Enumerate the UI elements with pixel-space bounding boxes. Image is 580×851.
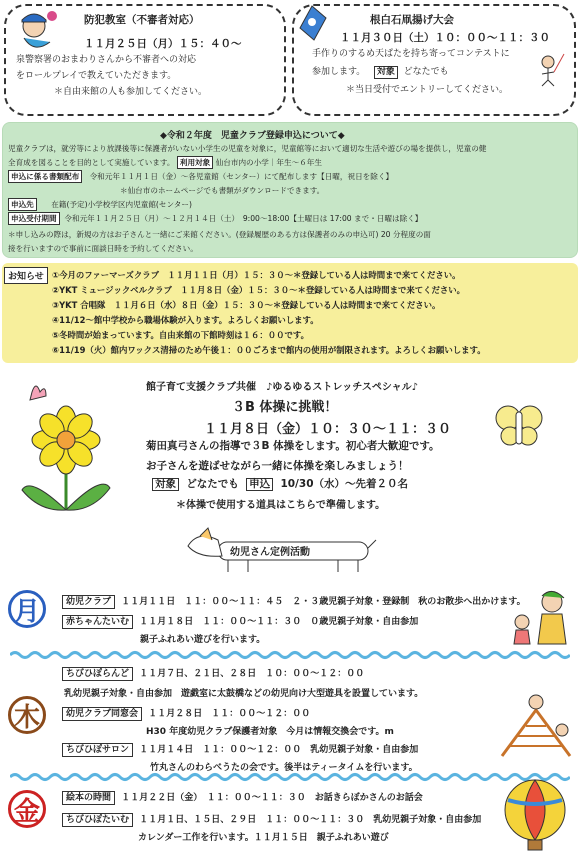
kite-line1: 手作りのするめ天ぱたを持ち寄ってコンテストに <box>312 49 510 59</box>
child-kite-icon <box>534 52 566 88</box>
mon-row2b: 親子ふれあい遊びを行います。 <box>140 635 266 645</box>
fri-row2: ちびひぽたいむ １１月１日、１５日、２９日 １１：００～１１：３０ 乳幼児親子対象・自由参加 <box>62 812 481 827</box>
friday-circle: 金 <box>8 790 46 828</box>
kite-title: 根白石凧揚げ大会 <box>370 14 454 26</box>
crime-title: 防犯教室（不審者対応） <box>84 14 200 26</box>
hot-air-balloon-icon <box>500 778 570 851</box>
notice-item: ④11/12～館中学校から職場体験が入ります。よろしくお願いします。 <box>52 315 319 325</box>
club-note2: 接を行いますので事前に面談日時を予約してください。 <box>8 244 198 253</box>
mon-row1: 幼児クラブ １１月１１日 １１：００～１１：４５ ２・３歳児親子対象・登録制 秋のお散歩へ出かけます。 <box>62 594 526 609</box>
police-character-icon <box>10 6 60 54</box>
fri-row1: 絵本の時間 １１月２２日（金） １１：００～１１：３０ お話きらぼかさんのお話会 <box>62 790 423 805</box>
club-title: ◆令和２年度 児童クラブ登録申込について◆ <box>160 131 345 141</box>
notice-item: ⑤冬時間が始まっています。自由来館の下館時刻は１６：００です。 <box>52 330 309 340</box>
fri-row2b: カレンダー工作を行います。１１月１５日 親子ふれあい遊び <box>138 833 389 843</box>
target-tag: 利用対象 <box>177 156 213 169</box>
monday-circle: 月 <box>8 590 46 628</box>
butterfly-icon <box>494 402 544 450</box>
thu-row2: 幼児クラブ同窓会 １１月２８日 １１：００～１２：００ <box>62 706 310 721</box>
thursday-circle: 木 <box>8 696 46 734</box>
docs-tag: 申込に係る書類配布 <box>8 170 82 183</box>
exercise-line4: ＊体操で使用する道具はこちらで準備します。 <box>176 500 386 511</box>
club-docs2: ＊仙台市のホームページでも書類がダウンロードできます。 <box>120 186 325 195</box>
notice-item: ②YKT ミュージックベルクラブ １１月８日（金）１５：３０～＊登録している人は時間まで来てください。 <box>52 285 466 295</box>
crime-line3: ＊自由来館の人も参加してください。 <box>54 87 208 97</box>
climbing-frame-icon <box>496 690 576 760</box>
dest-tag: 申込先 <box>8 198 37 211</box>
thu-row1b: 乳幼児親子対象・自由参加 遊戯室に太鼓橋などの幼児向け大型遊具を設置しています。 <box>64 689 424 699</box>
thu-row1: ちびひぽらんど １１月７日、２１日、２８日 １０：００～１２：００ <box>62 666 364 681</box>
kite-date: １１月３０日（土）１０：００～１１：３０ <box>340 32 550 44</box>
exercise-line2: お子さんを遊ばせながら一緒に体操を楽しみましょう！ <box>146 460 409 472</box>
divider-wave <box>10 650 570 660</box>
kite-icon <box>296 4 330 44</box>
thu-row3: ちびひぽサロン １１月１４日 １１：００～１２：００ 乳幼児親子対象・自由参加 <box>62 742 418 757</box>
flower-icon <box>10 380 120 520</box>
kids-activities-title: 幼児さん定例活動 <box>230 547 310 558</box>
crime-line1: 泉警察署のおまわりさんから不審者への対応 <box>16 55 197 65</box>
crime-line2: をロールプレイで教えていただきます。 <box>16 71 177 81</box>
notice-item: ⑥11/19（火）館内ワックス清掃のため午後１：００ごろまで館内の使用が制限されます。よろしくお願いします。 <box>52 345 486 355</box>
notice-item: ①今月のファーマーズクラブ １１月１１日（月）１５：３０～＊登録している人は時間まで来てください。 <box>52 270 461 280</box>
club-para1: 児童クラブは，就労等により放課後等に保護者がいない小学生の児童を対象に，児童館等において適切な生活や遊びの場を提供し，児童の健 <box>8 144 487 153</box>
club-note1: ＊申し込みの際は，新規の方はお子さんと一緒にご来館ください。(登録履歴のある方は保護者のみの申込可) 20 分程度の面 <box>8 230 431 239</box>
divider-wave <box>10 772 570 782</box>
mon-row2: 赤ちゃんたいむ １１月１８日 １１：００～１１：３０ ０歳児親子対象・自由参加 <box>62 614 418 629</box>
thu-row2b: H30 年度幼児クラブ保護者対象 今月は情報交換会です。m <box>146 727 394 737</box>
exercise-date: １１月８日（金）１０：３０～１１：３０ <box>204 422 452 437</box>
club-para2: 全育成を図ることを目的として実施しています。 利用対象 仙台市内の小学｜年生～６年生 <box>8 158 322 167</box>
exercise-line1: 菊田真弓さんの指導で３B 体操をします。初心者大歓迎です。 <box>146 440 440 452</box>
notice-item: ③YKT 合唱隊 １１月６日（水）８日（金）１５：３０～＊登録している人は時間まで来てください。 <box>52 300 441 310</box>
exercise-line3: 対象 どなたでも 申込 10/30（水）～先着２０名 <box>152 476 408 491</box>
exercise-target-tag: 対象 <box>152 478 179 491</box>
club-docs: 申込に係る書類配布 令和元年１１月１日（金）～各児童館（センター）にて配布します【日曜，祝日を除く】 <box>8 170 393 183</box>
mother-child-icon <box>508 588 572 648</box>
thu-row3b: 竹丸さんのわらべうたの会です。後半はティータイムを行います。 <box>150 763 418 773</box>
exercise-apply-tag: 申込 <box>246 478 273 491</box>
period-tag: 申込受付期間 <box>8 212 60 225</box>
notice-label: お知らせ <box>4 267 48 284</box>
club-period: 申込受付期間 令和元年１１月２５日（月）～１２月１４日（土） 9:00～18:00【土曜日は 17:00 まで・日曜は除く】 <box>8 212 422 225</box>
kite-line2: 参加します。 対象 どなたでも <box>312 67 449 77</box>
club-dest: 申込先 在籍(予定)小学校学区内児童館(センター) <box>8 198 192 211</box>
exercise-title: ３B 体操に挑戦！ <box>232 400 338 415</box>
kite-line3: ＊当日受付でエントリーしてください。 <box>346 85 509 95</box>
kite-target-tag: 対象 <box>374 66 398 79</box>
exercise-sub: 館子育て支援クラブ共催 ♪ゆるゆるストレッチスペシャル♪ <box>146 382 419 393</box>
notice-list <box>52 268 486 358</box>
crime-date: １１月２５日（月）１５：４０～ <box>84 38 242 50</box>
